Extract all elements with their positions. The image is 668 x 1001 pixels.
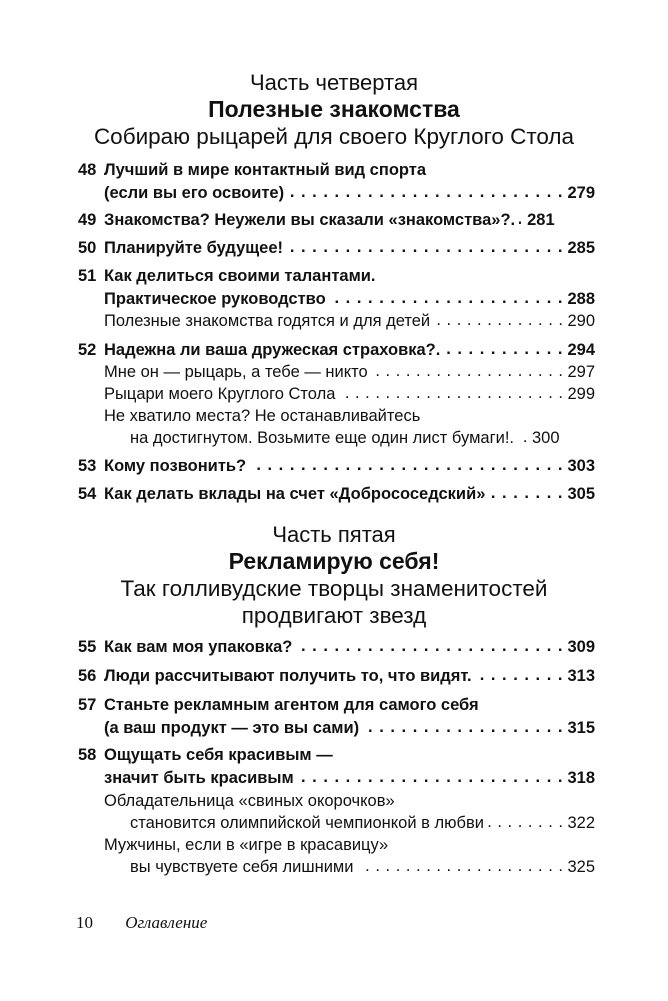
leader-dots	[489, 488, 563, 500]
entry-title: Станьте рекламным агентом для самого себя	[104, 696, 479, 714]
part5-heading	[0, 522, 668, 629]
entry-number: 57	[78, 696, 97, 714]
leader-dots	[476, 670, 564, 682]
leader-dots	[372, 366, 564, 378]
toc-subentry-58-1[interactable]	[78, 792, 595, 811]
part5-label: Часть пятая	[272, 522, 396, 547]
entry-title-cont: значит быть красивым	[104, 769, 294, 787]
leader-dots	[358, 861, 564, 873]
page-number: 10	[76, 913, 93, 932]
entry-page: 313	[567, 667, 595, 685]
entry-number: 48	[78, 161, 97, 179]
toc-entry-58-cont[interactable]	[78, 769, 595, 788]
toc-subentry-58-2[interactable]	[78, 836, 595, 855]
entry-title: Знакомства? Неужели вы сказали «знакомства»?.	[104, 211, 516, 229]
leader-dots	[518, 432, 528, 444]
entry-page: 309	[567, 638, 595, 656]
entry-page: 318	[567, 769, 595, 787]
entry-title: Как делать вклады на счет «Добрососедский»	[104, 485, 486, 503]
toc-entry-51-cont[interactable]	[78, 290, 595, 309]
toc-entry-54[interactable]	[78, 485, 595, 504]
toc-subentry-58-1-cont[interactable]	[78, 814, 595, 833]
entry-page: 305	[567, 485, 595, 503]
toc-entry-53[interactable]	[78, 457, 595, 476]
entry-title: Как делиться своими талантами.	[104, 267, 376, 285]
toc-entry-57[interactable]	[78, 696, 595, 715]
entry-title: Как вам моя упаковка?	[104, 638, 293, 656]
entry-page: 315	[567, 719, 595, 737]
entry-page: 300	[532, 429, 560, 447]
entry-page: 281	[527, 211, 555, 229]
leader-dots	[434, 315, 563, 327]
toc-subentry-51-1[interactable]	[78, 312, 595, 331]
entry-title-cont: Практическое руководство	[104, 290, 326, 308]
entry-number: 54	[78, 485, 97, 503]
part5-subtitle-line2: продвигают звезд	[241, 603, 427, 628]
entry-title: Ощущать себя красивым —	[104, 746, 333, 764]
entry-title: Планируйте будущее!	[104, 239, 284, 257]
entry-page: 285	[567, 239, 595, 257]
entry-page: 294	[567, 341, 595, 359]
toc-entry-49[interactable]	[78, 211, 595, 230]
entry-title: Надежна ли ваша дружеская страховка?.	[104, 341, 441, 359]
toc-entry-48[interactable]	[78, 161, 595, 180]
entry-page: 299	[567, 385, 595, 403]
leader-dots	[330, 293, 564, 305]
subentry-title-cont: становится олимпийской чемпионкой в любви	[130, 814, 484, 832]
entry-title-cont: (а ваш продукт — это вы сами)	[104, 719, 360, 737]
leader-dots	[488, 817, 564, 829]
entry-title: Лучший в мире контактный вид спорта	[104, 161, 427, 179]
subentry-title-cont: вы чувствуете себя лишними	[130, 858, 354, 876]
entry-number: 56	[78, 667, 97, 685]
entry-number: 53	[78, 457, 97, 475]
entry-number: 49	[78, 211, 97, 229]
leader-dots	[339, 388, 563, 400]
entry-page: 322	[567, 814, 595, 832]
entry-title: Люди рассчитывают получить то, что видят.	[104, 667, 472, 685]
part4-heading	[0, 70, 668, 150]
toc-entry-56[interactable]	[78, 667, 595, 686]
toc-entry-57-cont[interactable]	[78, 719, 595, 738]
toc-subentry-52-2[interactable]	[78, 385, 595, 404]
toc-subentry-52-3[interactable]	[78, 407, 595, 426]
entry-page: 290	[567, 312, 595, 330]
toc-subentry-52-3-cont[interactable]	[78, 429, 595, 448]
leader-dots	[287, 242, 563, 254]
page-footer	[76, 913, 207, 933]
running-title: Оглавление	[125, 913, 208, 932]
toc-entry-52[interactable]	[78, 341, 595, 360]
leader-dots	[444, 344, 563, 356]
entry-number: 55	[78, 638, 97, 656]
toc-entry-50[interactable]	[78, 239, 595, 258]
entry-page: 288	[567, 290, 595, 308]
entry-page: 279	[567, 184, 595, 202]
entry-number: 58	[78, 746, 97, 764]
part5-subtitle-line1: Так голливудские творцы знаменитостей	[120, 576, 548, 601]
entry-page: 303	[567, 457, 595, 475]
part4-subtitle: Собираю рыцарей для своего Круглого Стола	[93, 124, 575, 149]
entry-number: 51	[78, 267, 97, 285]
toc-subentry-52-1[interactable]	[78, 363, 595, 382]
toc-entry-48-cont[interactable]	[78, 184, 595, 203]
subentry-title: Рыцари моего Круглого Стола	[104, 385, 336, 403]
subentry-title: Полезные знакомства годятся и для детей	[104, 312, 431, 330]
toc-entry-51[interactable]	[78, 267, 595, 286]
entry-title-cont: (если вы его освоите)	[104, 184, 285, 202]
part4-title: Полезные знакомства	[208, 96, 460, 122]
leader-dots	[363, 722, 563, 734]
leader-dots	[519, 214, 523, 226]
entry-number: 50	[78, 239, 97, 257]
part5-title: Рекламирую себя!	[228, 548, 440, 574]
subentry-title: Обладательница «свиных окорочков»	[104, 792, 395, 810]
entry-page: 297	[567, 363, 595, 381]
part4-label: Часть четвертая	[250, 70, 418, 95]
leader-dots	[298, 772, 564, 784]
leader-dots	[250, 460, 563, 472]
toc-entry-55[interactable]	[78, 638, 595, 657]
toc-subentry-58-2-cont[interactable]	[78, 858, 595, 877]
leader-dots	[288, 187, 563, 199]
entry-number: 52	[78, 341, 97, 359]
subentry-title-cont: на достигнутом. Возьмите еще один лист бумаги!.	[130, 429, 514, 447]
entry-title: Кому позвонить?	[104, 457, 247, 475]
subentry-title: Не хватило места? Не останавливайтесь	[104, 407, 421, 425]
entry-page: 325	[567, 858, 595, 876]
subentry-title: Мне он — рыцарь, а тебе — никто	[104, 363, 368, 381]
subentry-title: Мужчины, если в «игре в красавицу»	[104, 836, 389, 854]
toc-entry-58[interactable]	[78, 746, 595, 765]
leader-dots	[296, 641, 563, 653]
